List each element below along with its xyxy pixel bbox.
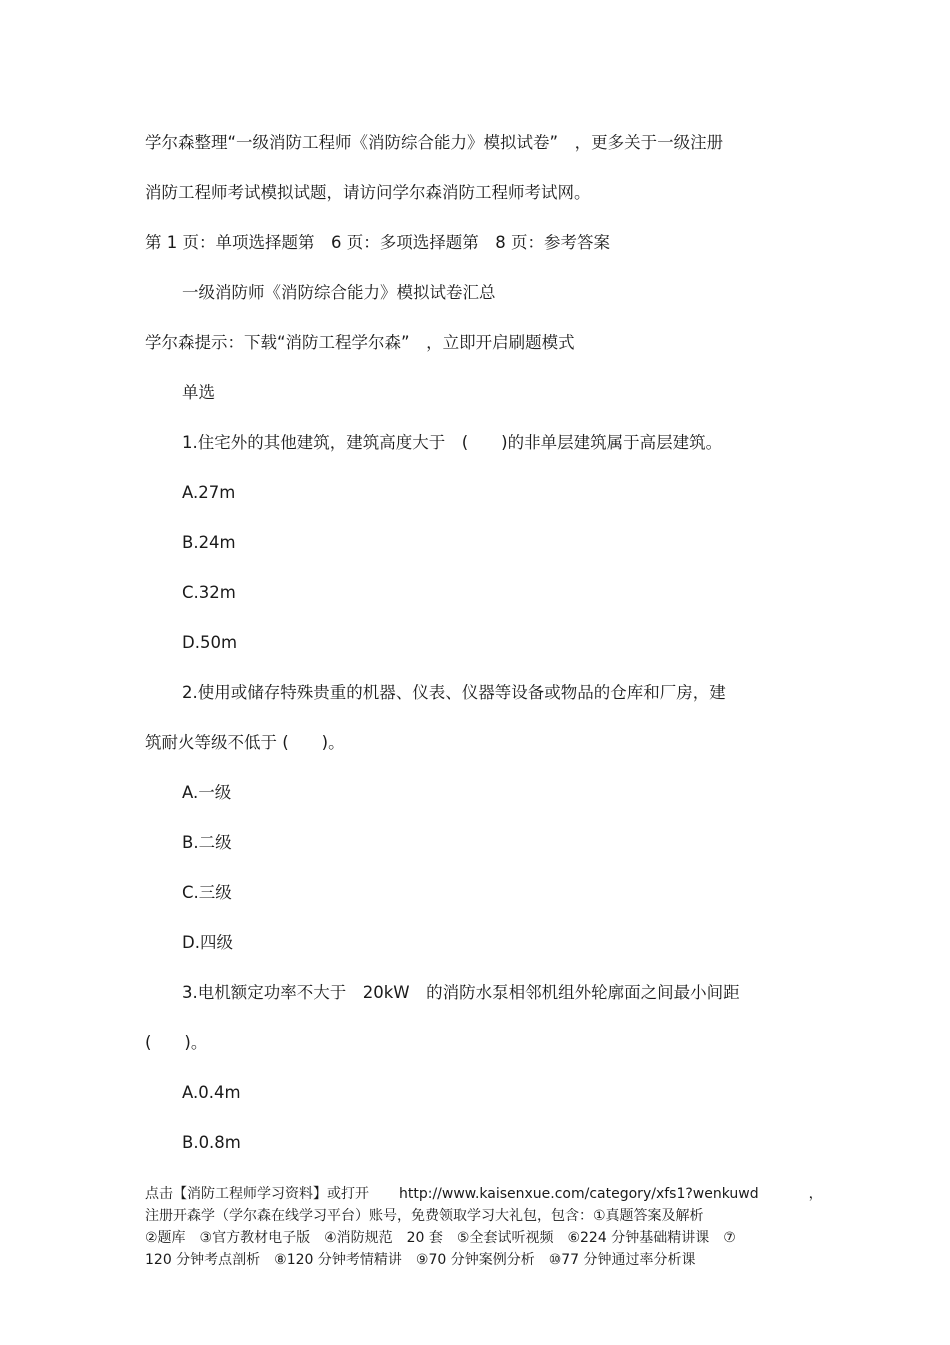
footer-line-3: ②题库 ③官方教材电子版 ④消防规范 20 套 ⑤全套试听视频 ⑥224 分钟基础精讲课 ⑦: [145, 1230, 736, 1246]
option: B.二级: [182, 833, 232, 852]
collection-title: 一级消防师《消防综合能力》模拟试卷汇总: [182, 283, 496, 302]
footer-line-1: [145, 1183, 823, 1205]
section-title: 单选: [182, 383, 215, 402]
option: A.一级: [182, 783, 232, 802]
question-stem: 1.住宅外的其他建筑，建筑高度大于 ( )的非单层建筑属于高层建筑。: [182, 433, 723, 452]
footer-text: 点击【消防工程师学习资料】或打开: [145, 1186, 369, 1202]
footer-promo: [145, 1183, 823, 1271]
footer-url-link[interactable]: http://www.kaisenxue.com/category/xfs1?wenkuwd: [399, 1186, 759, 1202]
option: D.50m: [182, 633, 238, 652]
tip-line: 学尔森提示：下载“消防工程学尔森” ，立即开启刷题模式: [145, 333, 575, 352]
option: A.27m: [182, 483, 236, 502]
option: D.四级: [182, 933, 233, 952]
question-stem-continued: ( )。: [145, 1033, 208, 1052]
question-stem: 2.使用或储存特殊贵重的机器、仪表、仪器等设备或物品的仓库和厂房，建: [182, 683, 726, 702]
footer-comma: ，: [808, 1186, 823, 1202]
option: C.三级: [182, 883, 232, 902]
question-stem: 3.电机额定功率不大于 20kW 的消防水泵相邻机组外轮廓面之间最小间距: [182, 983, 740, 1002]
option: C.32m: [182, 583, 236, 602]
option: B.0.8m: [182, 1133, 241, 1152]
option: A.0.4m: [182, 1083, 241, 1102]
footer-line-4: 120 分钟考点剖析 ⑧120 分钟考情精讲 ⑨70 分钟案例分析 ⑩77 分钟通过率分析课: [145, 1252, 696, 1268]
intro-line-2: 消防工程师考试模拟试题，请访问学尔森消防工程师考试网。: [145, 183, 591, 202]
option: B.24m: [182, 533, 236, 552]
footer-line-2: 注册开森学（学尔森在线学习平台）账号，免费领取学习大礼包，包含：①真题答案及解析: [145, 1208, 704, 1224]
page-index: 第 1 页：单项选择题第 6 页：多项选择题第 8 页：参考答案: [145, 233, 610, 252]
intro-line-1: 学尔森整理“一级消防工程师《消防综合能力》模拟试卷” ，更多关于一级注册: [145, 133, 724, 152]
question-stem-continued: 筑耐火等级不低于 ( )。: [145, 733, 345, 752]
